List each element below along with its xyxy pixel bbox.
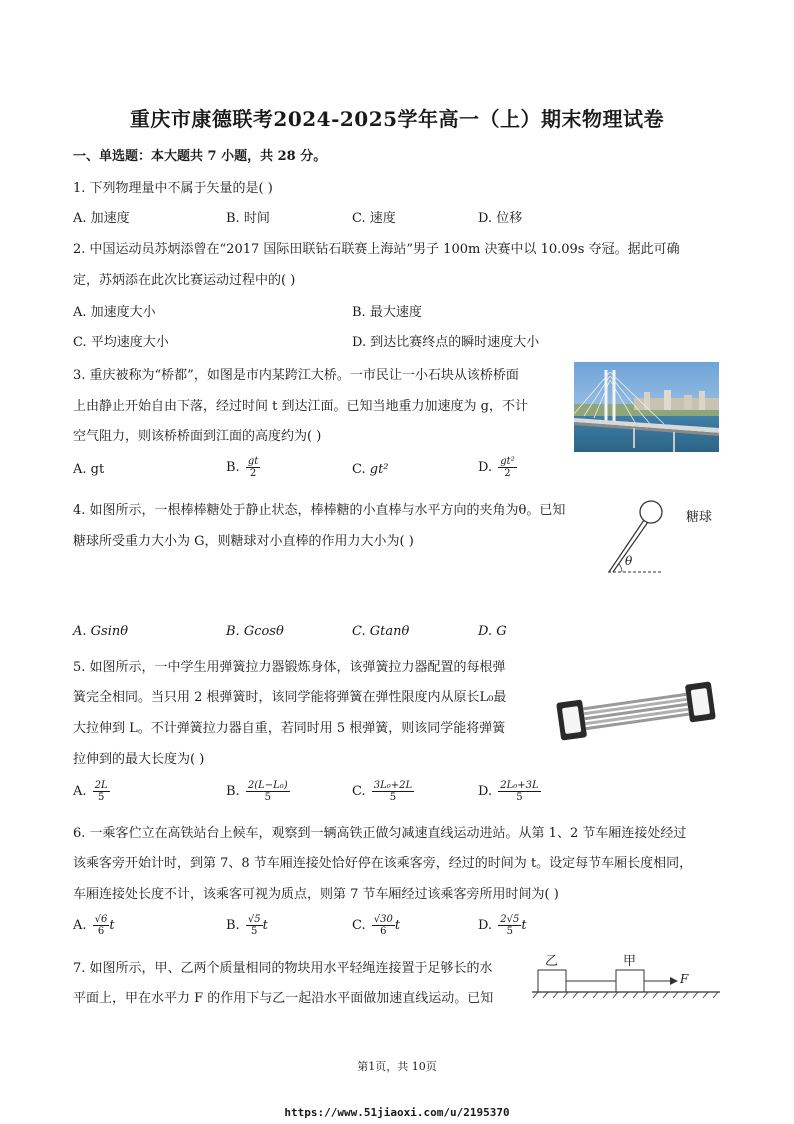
q6-stem-line2: 该乘客旁开始计时，到第 7、8 节车厢连接处恰好停在该乘客旁，经过的时间为 t。设定每节车厢长度相同，: [73, 856, 693, 871]
section-heading: 一、单选题：本大题共 7 小题，共 28 分。: [73, 149, 327, 164]
q6-option-d-t: t: [521, 918, 527, 933]
q6-option-c: [352, 914, 400, 937]
q3-option-d-numerator: gt²: [500, 456, 515, 467]
q6-stem-line1: 6. 一乘客伫立在高铁站台上候车，观察到一辆高铁正做匀减速直线运动进站。从第 1、2 节车厢连接处经过: [73, 826, 687, 841]
q4-stem-line1: 4. 如图所示，一根棒棒糖处于静止状态，棒棒糖的小直棒与水平方向的夹角为θ。已知: [73, 503, 566, 518]
q5-option-a: [73, 780, 110, 803]
spring-expander-photo: [552, 680, 720, 742]
q1-stem: 1. 下列物理量中不属于矢量的是( ): [73, 181, 273, 196]
q6-option-b-fraction: [246, 914, 263, 937]
q5-option-a-numerator: 2L: [94, 780, 108, 791]
q5-option-b-label: B.: [226, 784, 240, 799]
q5-option-a-label: A.: [73, 784, 87, 799]
block-yi-label: 乙: [545, 954, 559, 969]
page-footer: 第1页，共 10页: [357, 1060, 437, 1073]
q3-stem-line2: 上由静止开始自由下落，经过时间 t 到达江面。已知当地重力加速度为 g，不计: [73, 399, 528, 414]
q6-option-c-label: C.: [352, 918, 366, 933]
q3-option-c: [352, 462, 389, 477]
q6-option-c-t: t: [394, 918, 401, 933]
q5-stem-line2: 簧完全相同。当只用 2 根弹簧时，该同学能将弹簧在弹性限度内从原长L₀最: [73, 690, 507, 705]
q6-stem-line3: 车厢连接处长度不计，该乘客可视为质点，则第 7 节车厢经过该乘客旁所用时间为( ): [73, 887, 559, 902]
q1-option-c: C. 速度: [352, 211, 396, 226]
angle-theta-label: θ: [625, 554, 633, 568]
q6-option-b: [226, 914, 268, 937]
q6-option-a-label: A.: [73, 918, 87, 933]
exam-title: 重庆市康德联考2024-2025学年高一（上）期末物理试卷: [129, 107, 665, 131]
q3-option-d-label: D.: [478, 460, 493, 475]
q6-option-a-fraction: [93, 914, 110, 937]
q3-option-c-label: C.: [352, 462, 366, 477]
q3-stem-line3: 空气阻力，则该桥桥面到江面的高度约为( ): [73, 429, 322, 444]
q2-option-a: A. 加速度大小: [73, 305, 156, 320]
source-watermark: https://www.51jiaoxi.com/u/2195370: [284, 1106, 510, 1119]
q4-option-a: A. Gsinθ: [73, 624, 129, 639]
q6-option-d: [478, 914, 527, 937]
q5-option-c: [352, 780, 414, 803]
q3-option-b-label: B.: [226, 460, 240, 475]
bridge-photo: [574, 362, 719, 452]
q3-option-a: A. gt: [73, 462, 105, 477]
q3-option-b-denominator: 2: [249, 468, 257, 479]
q6-option-a-denominator: 6: [97, 926, 105, 937]
q1-option-a: A. 加速度: [73, 211, 130, 226]
q5-option-d-fraction: [498, 780, 540, 803]
q3-option-c-value: gt²: [369, 462, 389, 477]
q5-stem-line1: 5. 如图所示，一中学生用弹簧拉力器锻炼身体，该弹簧拉力器配置的每根弹: [73, 660, 506, 675]
q3-option-b-numerator: gt: [247, 456, 259, 467]
q1-option-d: D. 位移: [478, 211, 523, 226]
q6-option-d-fraction: [498, 914, 521, 937]
q5-option-d: [478, 780, 541, 803]
q2-option-c: C. 平均速度大小: [73, 335, 169, 350]
q5-option-c-fraction: [372, 780, 414, 803]
q3-option-d: [478, 456, 517, 479]
q5-option-d-label: D.: [478, 784, 493, 799]
q5-option-b-numerator: 2(L−L₀): [247, 780, 288, 791]
q4-option-b: B. Gcosθ: [226, 624, 284, 639]
q6-option-a-t: t: [109, 918, 115, 933]
q5-option-b: [226, 780, 290, 803]
q5-option-b-fraction: [246, 780, 290, 803]
q6-option-b-denominator: 5: [251, 926, 258, 937]
q5-option-b-denominator: 5: [264, 792, 271, 803]
block-jia-label: 甲: [623, 954, 637, 969]
q6-option-c-denominator: 6: [380, 926, 387, 937]
q2-stem-line1: 2. 中国运动员苏炳添曾在“2017 国际田联钻石联赛上海站”男子 100m 决赛中以 10.09s 夺冠。据此可确: [73, 242, 680, 257]
blocks-diagram: [532, 948, 722, 1000]
q6-option-b-numerator: √5: [247, 914, 261, 925]
q6-option-a: [73, 914, 115, 937]
q5-option-c-denominator: 5: [389, 792, 397, 803]
q5-option-a-fraction: [93, 780, 110, 803]
q4-option-d: D. G: [478, 624, 507, 639]
q6-option-d-denominator: 5: [506, 926, 513, 937]
q1-option-b: B. 时间: [226, 211, 270, 226]
q6-option-a-numerator: √6: [94, 914, 108, 925]
q5-option-c-label: C.: [352, 784, 366, 799]
q5-option-c-numerator: 3L₀+2L: [373, 780, 413, 791]
q2-stem-line2: 定，苏炳添在此次比赛运动过程中的( ): [73, 273, 296, 288]
q5-option-a-denominator: 5: [97, 792, 105, 803]
q3-option-d-denominator: 2: [504, 468, 511, 479]
q3-stem-line1: 3. 重庆被称为“桥都”，如图是市内某跨江大桥。一市民让一小石块从该桥桥面: [73, 368, 519, 383]
q5-stem-line4: 拉伸到的最大长度为( ): [73, 752, 205, 767]
q4-stem-line2: 糖球所受重力大小为 G，则糖球对小直棒的作用力大小为( ): [73, 534, 414, 549]
q2-option-b: B. 最大速度: [352, 305, 422, 320]
q4-option-c: C. Gtanθ: [352, 624, 410, 639]
q6-option-c-fraction: [372, 914, 395, 937]
q5-option-d-numerator: 2L₀+3L: [500, 780, 539, 791]
q6-option-d-label: D.: [478, 918, 493, 933]
q3-option-d-fraction: [498, 456, 516, 479]
q3-option-b-fraction: [246, 456, 260, 479]
force-f-label: F: [680, 972, 689, 986]
q7-stem-line1: 7. 如图所示，甲、乙两个质量相同的物块用水平轻绳连接置于足够长的水: [73, 961, 493, 976]
q5-option-d-denominator: 5: [516, 792, 523, 803]
q5-stem-line3: 大拉伸到 L。不计弹簧拉力器自重，若同时用 5 根弹簧，则该同学能将弹簧: [73, 721, 506, 736]
lollipop-diagram: [600, 494, 730, 579]
q6-option-c-numerator: √30: [373, 914, 393, 925]
q3-option-b: [226, 456, 260, 479]
q6-option-b-t: t: [262, 918, 268, 933]
q6-option-b-label: B.: [226, 918, 240, 933]
q2-option-d: D. 到达比赛终点的瞬时速度大小: [352, 335, 540, 350]
q6-option-d-numerator: 2√5: [500, 914, 520, 925]
q7-stem-line2: 平面上，甲在水平力 F 的作用下与乙一起沿水平面做加速直线运动。已知: [73, 991, 494, 1006]
candy-ball-label: 糖球: [686, 510, 713, 525]
